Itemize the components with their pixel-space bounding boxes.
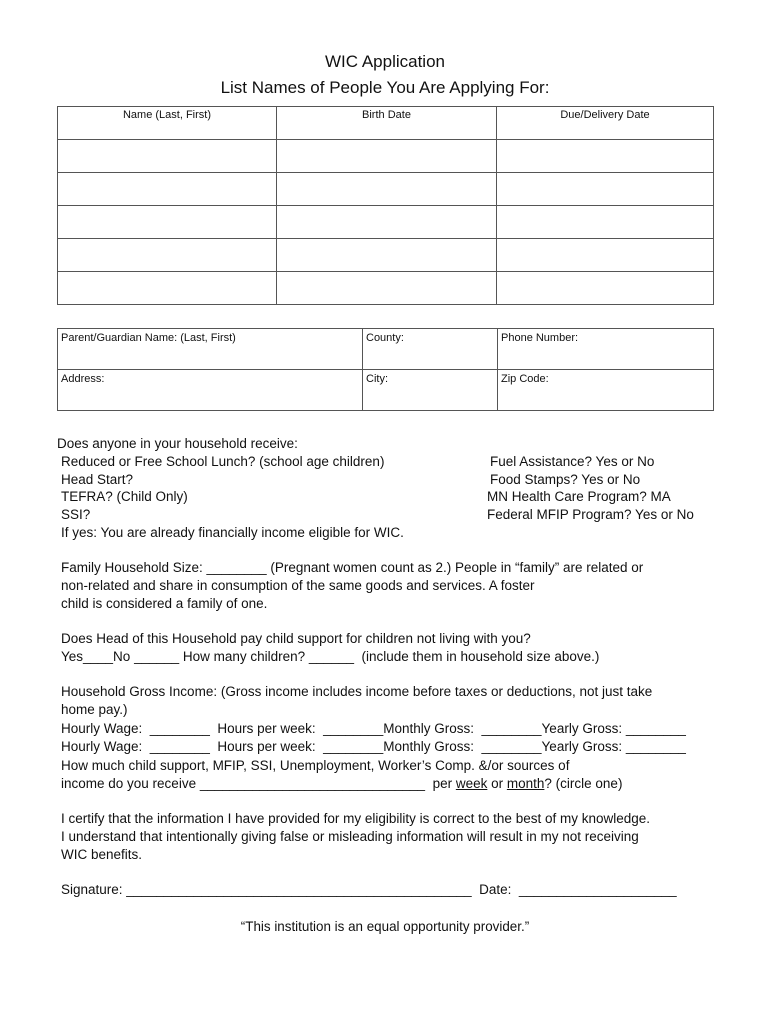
- income-header: Household Gross Income: (Gross income includes income before taxes or deductions, not just take: [61, 684, 653, 699]
- zip-field[interactable]: [498, 370, 714, 411]
- birth-date-cell[interactable]: [277, 206, 497, 239]
- form-title: WIC Application: [325, 52, 445, 71]
- signature-date-line: Signature: ______________________________________________ Date: _____________________: [61, 882, 677, 897]
- due-date-cell[interactable]: [497, 206, 714, 239]
- address-field[interactable]: [58, 370, 363, 411]
- zip-label: Zip Code:: [501, 373, 549, 385]
- income-text: home pay.): [61, 702, 128, 717]
- child-support-answer-line: Yes____No ______ How many children? ______ (include them in household size above.): [61, 649, 600, 664]
- benefit-ssi: SSI?: [61, 507, 91, 522]
- certification-text: I certify that the information I have provided for my eligibility is correct to the best of my knowledge.: [61, 811, 651, 826]
- address-label: Address:: [61, 373, 105, 385]
- name-cell[interactable]: [58, 173, 277, 206]
- household-text: child is considered a family of one.: [61, 596, 268, 611]
- county-label: County:: [366, 332, 404, 344]
- county-field[interactable]: [363, 329, 498, 370]
- table-row: [58, 206, 714, 239]
- form-subtitle: List Names of People You Are Applying For:: [220, 78, 550, 97]
- phone-label: Phone Number:: [501, 332, 579, 344]
- other-income-question: How much child support, MFIP, SSI, Unemployment, Worker’s Comp. &/or sources of: [61, 758, 570, 773]
- birth-date-cell[interactable]: [277, 239, 497, 272]
- name-cell[interactable]: [58, 206, 277, 239]
- week-option[interactable]: week: [455, 776, 488, 791]
- due-date-cell[interactable]: [497, 140, 714, 173]
- due-date-cell[interactable]: [497, 173, 714, 206]
- table-row: [58, 140, 714, 173]
- other-income-text: income do you receive ______________________________ per: [61, 776, 456, 791]
- wage-line: Hourly Wage: ________ Hours per week: ________Monthly Gross: ________Yearly Gross: ________: [61, 721, 686, 736]
- column-header-name: Name (Last, First): [58, 107, 277, 140]
- column-header-birth-date: Birth Date: [277, 107, 497, 140]
- benefit-food-stamps: Food Stamps? Yes or No: [490, 472, 641, 487]
- table-row: [58, 173, 714, 206]
- other-income-line: [61, 775, 622, 793]
- column-header-due-date: Due/Delivery Date: [497, 107, 714, 140]
- table-row: [58, 239, 714, 272]
- household-text: non-related and share in consumption of the same goods and services. A foster: [61, 578, 535, 593]
- benefit-tefra: TEFRA? (Child Only): [61, 489, 188, 504]
- parent-name-field[interactable]: [58, 329, 363, 370]
- month-option[interactable]: month: [506, 776, 545, 791]
- certification-text: I understand that intentionally giving false or misleading information will result in my not receiving: [61, 829, 639, 844]
- benefit-school-lunch: Reduced or Free School Lunch? (school age children): [61, 454, 385, 469]
- city-label: City:: [366, 373, 388, 385]
- name-cell[interactable]: [58, 140, 277, 173]
- or-text: or: [487, 776, 507, 791]
- wage-line: Hourly Wage: ________ Hours per week: ________Monthly Gross: ________Yearly Gross: ________: [61, 739, 686, 754]
- equal-opportunity-note: “This institution is an equal opportunity provider.”: [240, 919, 530, 934]
- name-cell[interactable]: [58, 239, 277, 272]
- phone-field[interactable]: [498, 329, 714, 370]
- benefit-mn-health-care: MN Health Care Program? MA: [487, 489, 671, 504]
- benefit-head-start: Head Start?: [61, 472, 134, 487]
- circle-one-text: ? (circle one): [544, 776, 623, 791]
- birth-date-cell[interactable]: [277, 140, 497, 173]
- household-size-line: Family Household Size: ________ (Pregnant women count as 2.) People in “family” are related or: [61, 560, 644, 575]
- benefits-question: Does anyone in your household receive:: [57, 436, 298, 451]
- due-date-cell[interactable]: [497, 239, 714, 272]
- child-support-question: Does Head of this Household pay child support for children not living with you?: [61, 631, 531, 646]
- parent-name-label: Parent/Guardian Name: (Last, First): [61, 332, 236, 344]
- birth-date-cell[interactable]: [277, 272, 497, 305]
- applicants-table: [57, 106, 714, 305]
- eligible-note: If yes: You are already financially income eligible for WIC.: [61, 525, 404, 540]
- benefit-fuel-assistance: Fuel Assistance? Yes or No: [490, 454, 655, 469]
- parent-info-table: [57, 328, 714, 411]
- benefit-federal-mfip: Federal MFIP Program? Yes or No: [487, 507, 694, 522]
- due-date-cell[interactable]: [497, 272, 714, 305]
- certification-text: WIC benefits.: [61, 847, 143, 862]
- city-field[interactable]: [363, 370, 498, 411]
- birth-date-cell[interactable]: [277, 173, 497, 206]
- name-cell[interactable]: [58, 272, 277, 305]
- table-row: [58, 272, 714, 305]
